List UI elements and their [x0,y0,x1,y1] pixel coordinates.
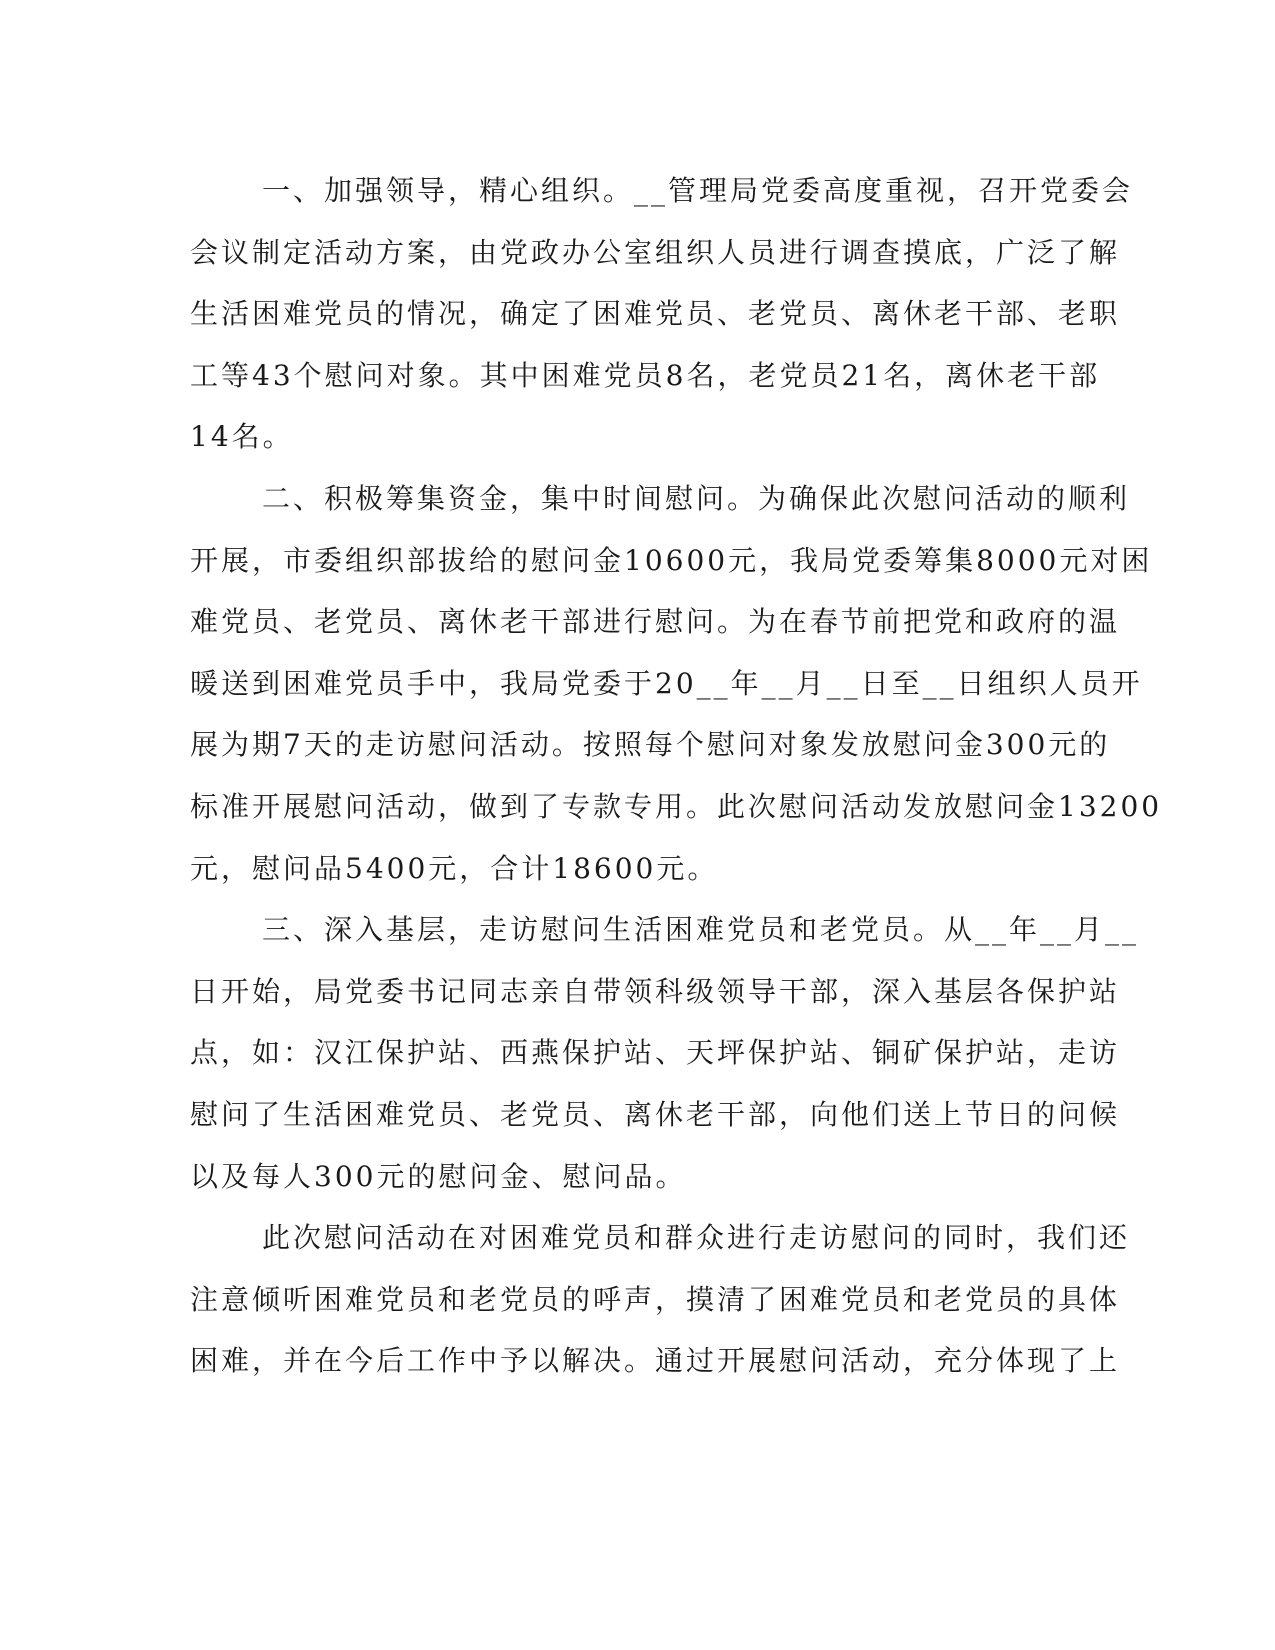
paragraph-line: 展为期7天的走访慰问活动。按照每个慰问对象发放慰问金300元的 [190,728,1111,762]
paragraph-line: 会议制定活动方案，由党政办公室组织人员进行调查摸底，广泛了解 [190,235,1121,269]
paragraph-3 [190,899,1140,1207]
paragraph-line: 难党员、老党员、离休老干部进行慰问。为在春节前把党和政府的温 [190,605,1121,639]
paragraph-2 [190,468,1163,899]
document-body [190,160,1163,1392]
paragraph-line: 困难，并在今后工作中予以解决。通过开展慰问活动，充分体现了上 [190,1344,1121,1378]
paragraph-line: 工等43个慰问对象。其中困难党员8名，老党员21名，离休老干部 [190,358,1101,392]
paragraph-line: 日开始，局党委书记同志亲自带领科级领导干部，深入基层各保护站 [190,974,1121,1008]
paragraph-line: 三、深入基层，走访慰问生活困难党员和老党员。从__年__月__ [262,913,1140,947]
paragraph-line: 点，如：汉江保护站、西燕保护站、天坪保护站、铜矿保护站，走访 [190,1036,1121,1070]
paragraph-line: 元，慰问品5400元，合计18600元。 [190,851,719,885]
paragraph-line: 此次慰问活动在对困难党员和群众进行走访慰问的同时，我们还 [262,1221,1131,1255]
paragraph-line: 一、加强领导，精心组织。__管理局党委高度重视，召开党委会 [262,174,1134,207]
paragraph-1 [190,160,1134,468]
paragraph-line: 慰问了生活困难党员、老党员、离休老干部，向他们送上节日的问候 [190,1097,1121,1131]
paragraph-line: 以及每人300元的慰问金、慰问品。 [190,1159,687,1193]
paragraph-line: 暖送到困难党员手中，我局党委于20__年__月__日至__日组织人员开 [190,666,1143,700]
paragraph-4 [190,1207,1131,1392]
paragraph-line: 二、积极筹集资金，集中时间慰问。为确保此次慰问活动的顺利 [262,481,1131,515]
paragraph-line: 生活困难党员的情况，确定了困难党员、老党员、离休老干部、老职 [190,297,1121,331]
paragraph-line: 注意倾听困难党员和老党员的呼声，摸清了困难党员和老党员的具体 [190,1282,1121,1316]
paragraph-line: 开展，市委组织部拔给的慰问金10600元，我局党委筹集8000元对困 [190,543,1153,577]
paragraph-line: 14名。 [190,420,294,454]
paragraph-line: 标准开展慰问活动，做到了专款专用。此次慰问活动发放慰问金13200 [190,789,1163,823]
